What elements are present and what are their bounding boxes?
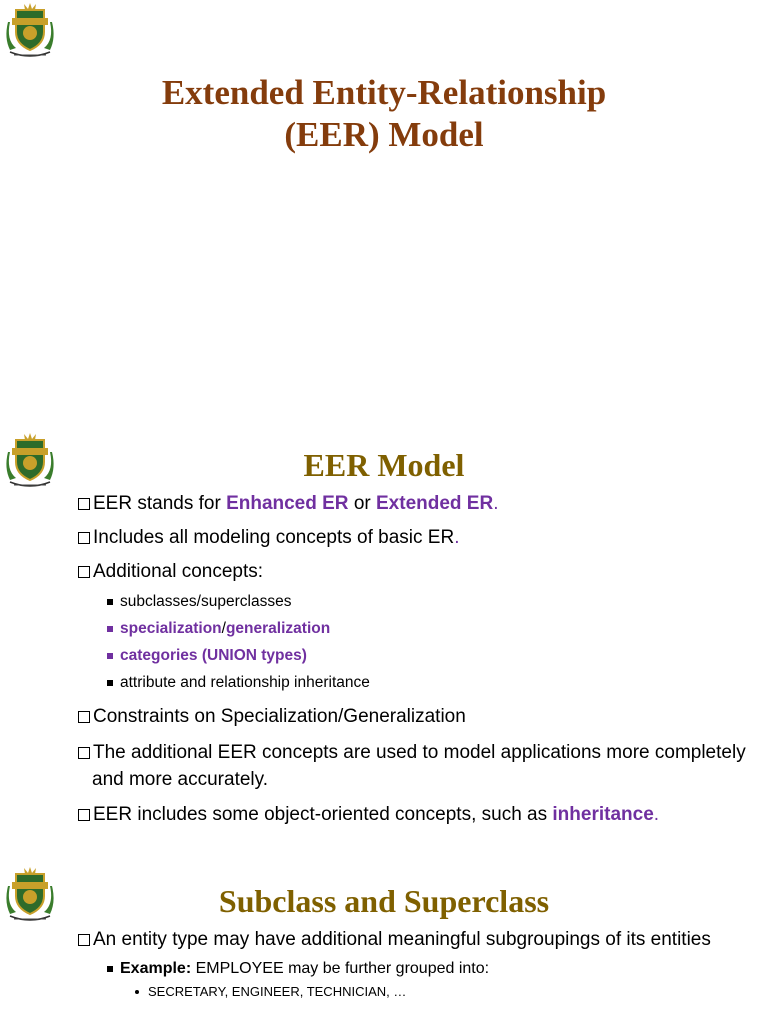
square-bullet-icon: [107, 653, 113, 659]
slide-eer-model: [0, 420, 768, 850]
sub-list-item: [78, 592, 748, 612]
square-bullet-icon: [107, 599, 113, 605]
bullet-list: [78, 928, 748, 1001]
text: An entity type may have additional meaningful subgroupings of its entities: [93, 929, 711, 950]
slide-heading: EER Model: [303, 447, 465, 483]
square-bullet-icon: [107, 680, 113, 686]
text: /: [221, 620, 226, 637]
text: Additional concepts:: [93, 561, 264, 582]
sub-list-item: [78, 673, 748, 693]
text: .: [454, 527, 460, 548]
list-item: [78, 705, 748, 729]
slide-title: [0, 0, 768, 420]
highlight-text: Extended ER: [376, 493, 494, 514]
page-title: [0, 72, 768, 156]
list-item: [78, 526, 748, 550]
highlight-text: generalization: [225, 620, 331, 637]
sub-list-item: [78, 619, 748, 639]
bullet-list: [78, 492, 748, 837]
text: SECRETARY, ENGINEER, TECHNICIAN, …: [148, 984, 407, 999]
highlight-text: Enhanced ER: [226, 493, 349, 514]
square-bullet-icon: [107, 626, 113, 632]
list-item: [78, 803, 748, 827]
text: Includes all modeling concepts of basic ER: [93, 527, 455, 548]
title-line-1: Extended Entity-Relationship: [161, 73, 607, 112]
highlight-text: categories (UNION types): [120, 647, 307, 664]
checkbox-bullet-icon: [78, 711, 90, 723]
slide-subclass-superclass: [0, 850, 768, 1024]
sub-sub-list-item: [78, 983, 748, 1001]
checkbox-bullet-icon: [78, 566, 90, 578]
text: The additional EER concepts are used to model applications more completely and more accurately.: [92, 742, 746, 790]
checkbox-bullet-icon: [78, 498, 90, 510]
college-logo-icon: [2, 2, 58, 60]
highlight-text: specialization: [120, 620, 222, 637]
sub-list-item: [78, 959, 748, 979]
highlight-text: inheritance: [552, 804, 654, 825]
checkbox-bullet-icon: [78, 934, 90, 946]
text: attribute and relationship inheritance: [120, 674, 370, 691]
list-item: [78, 928, 748, 951]
dot-bullet-icon: [135, 990, 139, 994]
checkbox-bullet-icon: [78, 747, 90, 759]
text: or: [348, 493, 376, 514]
label-text: Example:: [120, 960, 192, 977]
slide-heading: Subclass and Superclass: [218, 883, 550, 919]
list-item: [78, 739, 748, 793]
list-item: [78, 560, 748, 584]
text: EER includes some object-oriented concepts, such as: [93, 804, 553, 825]
list-item: [78, 492, 748, 516]
text: .: [493, 493, 499, 514]
checkbox-bullet-icon: [78, 532, 90, 544]
title-line-2: (EER) Model: [284, 115, 484, 154]
text: subclasses/superclasses: [120, 593, 292, 610]
text: .: [653, 804, 660, 825]
text: Constraints on Specialization/Generalization: [93, 706, 466, 727]
square-bullet-icon: [107, 966, 113, 972]
text: EER stands for: [93, 493, 227, 514]
checkbox-bullet-icon: [78, 809, 90, 821]
text: EMPLOYEE may be further grouped into:: [191, 960, 490, 977]
sub-list-item: [78, 646, 748, 666]
